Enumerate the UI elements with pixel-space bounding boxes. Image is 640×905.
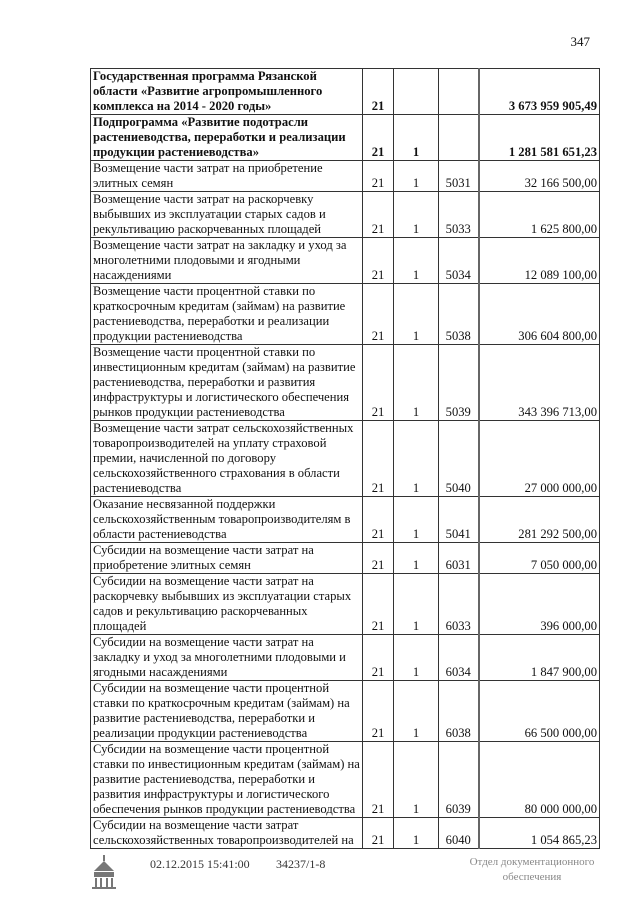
row-code-1: 21: [363, 681, 394, 742]
department-line-1: Отдел документационного: [469, 856, 595, 868]
row-amount: 1 281 581 651,23: [479, 115, 600, 161]
row-code-3: 5031: [439, 161, 479, 192]
row-amount: 396 000,00: [479, 574, 600, 635]
row-code-3: 6034: [439, 635, 479, 681]
row-code-1: 21: [363, 192, 394, 238]
row-code-1: 21: [363, 497, 394, 543]
row-code-3: [439, 115, 479, 161]
row-code-2: 1: [394, 345, 439, 421]
row-code-3: 6031: [439, 543, 479, 574]
row-code-2: 1: [394, 681, 439, 742]
emblem-icon: [92, 855, 116, 889]
row-amount: 66 500 000,00: [479, 681, 600, 742]
row-code-3: [439, 69, 479, 115]
table-row: [91, 161, 600, 192]
row-code-1: 21: [363, 421, 394, 497]
row-amount: 80 000 000,00: [479, 742, 600, 818]
table-row: [91, 345, 600, 421]
row-amount: 3 673 959 905,49: [479, 69, 600, 115]
row-amount: 281 292 500,00: [479, 497, 600, 543]
row-description: Субсидии на возмещение части процентной ставки по краткосрочным кредитам (займам) на развитие растениеводства, переработки и реализации продукции растениеводства: [91, 681, 363, 742]
row-code-1: 21: [363, 69, 394, 115]
row-code-1: 21: [363, 574, 394, 635]
row-description: Субсидии на возмещение части затрат сельскохозяйственных товаропроизводителей на: [91, 818, 363, 849]
table-row: [91, 681, 600, 742]
table-row: [91, 635, 600, 681]
table-row: [91, 238, 600, 284]
row-code-2: 1: [394, 742, 439, 818]
row-code-3: 6040: [439, 818, 479, 849]
row-description: Возмещение части затрат на раскорчевку выбывших из эксплуатации старых садов и рекультивацию раскорчеванных площадей: [91, 192, 363, 238]
table-row: [91, 421, 600, 497]
row-code-2: 1: [394, 192, 439, 238]
row-code-1: 21: [363, 543, 394, 574]
row-code-2: 1: [394, 284, 439, 345]
row-description: Возмещение части процентной ставки по инвестиционным кредитам (займам) на развитие растениеводства, переработки и развития инфраструктуры и логистического обеспечения рынков продукции растениеводства: [91, 345, 363, 421]
budget-table: [90, 68, 600, 849]
row-amount: 27 000 000,00: [479, 421, 600, 497]
row-code-1: 21: [363, 238, 394, 284]
table-row: [91, 284, 600, 345]
row-code-2: 1: [394, 115, 439, 161]
table-row: [91, 543, 600, 574]
row-description: Возмещение части процентной ставки по краткосрочным кредитам (займам) на развитие растениеводства, переработки и реализации продукции растениеводства: [91, 284, 363, 345]
row-amount: 306 604 800,00: [479, 284, 600, 345]
row-amount: 1 847 900,00: [479, 635, 600, 681]
table-row: [91, 115, 600, 161]
row-code-3: 5040: [439, 421, 479, 497]
row-code-2: 1: [394, 574, 439, 635]
row-description: Возмещение части затрат сельскохозяйственных товаропроизводителей на уплату страховой премии, начисленной по договору сельскохозяйственного страхования в области растениеводства: [91, 421, 363, 497]
table-row: [91, 497, 600, 543]
row-code-2: 1: [394, 421, 439, 497]
row-description: Государственная программа Рязанской области «Развитие агропромышленного комплекса на 2014 - 2020 годы»: [91, 69, 363, 115]
row-description: Субсидии на возмещение части затрат на закладку и уход за многолетними плодовыми и ягодными насаждениями: [91, 635, 363, 681]
row-code-2: [394, 69, 439, 115]
department-line-2: обеспечения: [502, 871, 562, 883]
row-code-1: 21: [363, 818, 394, 849]
row-code-2: 1: [394, 635, 439, 681]
row-code-3: 5041: [439, 497, 479, 543]
row-code-1: 21: [363, 345, 394, 421]
row-description: Оказание несвязанной поддержки сельскохозяйственным товаропроизводителям в области растениеводства: [91, 497, 363, 543]
row-code-3: 6038: [439, 681, 479, 742]
row-code-2: 1: [394, 161, 439, 192]
row-description: Возмещение части затрат на приобретение элитных семян: [91, 161, 363, 192]
row-code-1: 21: [363, 161, 394, 192]
row-description: Возмещение части затрат на закладку и уход за многолетними плодовыми и ягодными насаждениями: [91, 238, 363, 284]
row-code-3: 6033: [439, 574, 479, 635]
row-amount: 7 050 000,00: [479, 543, 600, 574]
row-amount: 1 054 865,23: [479, 818, 600, 849]
row-code-1: 21: [363, 742, 394, 818]
row-description: Субсидии на возмещение части затрат на приобретение элитных семян: [91, 543, 363, 574]
footer-doc-number: 34237/1-8: [276, 857, 326, 871]
row-code-3: 5033: [439, 192, 479, 238]
row-code-2: 1: [394, 818, 439, 849]
row-code-2: 1: [394, 497, 439, 543]
footer-department: [452, 855, 612, 885]
row-code-1: 21: [363, 115, 394, 161]
row-amount: 343 396 713,00: [479, 345, 600, 421]
row-amount: 32 166 500,00: [479, 161, 600, 192]
row-code-3: 5039: [439, 345, 479, 421]
row-code-1: 21: [363, 284, 394, 345]
row-description: Субсидии на возмещение части затрат на раскорчевку выбывших из эксплуатации старых садов и рекультивацию раскорчеванных площадей: [91, 574, 363, 635]
row-code-3: 5034: [439, 238, 479, 284]
table-row: [91, 574, 600, 635]
table-row: [91, 742, 600, 818]
row-amount: 1 625 800,00: [479, 192, 600, 238]
row-amount: 12 089 100,00: [479, 238, 600, 284]
row-code-3: 5038: [439, 284, 479, 345]
table-row: [91, 192, 600, 238]
row-code-2: 1: [394, 238, 439, 284]
row-description: Субсидии на возмещение части процентной ставки по инвестиционным кредитам (займам) на развитие растениеводства, переработки и развития инфраструктуры и логистического обеспечения рынков продукции растениеводства: [91, 742, 363, 818]
row-code-2: 1: [394, 543, 439, 574]
row-code-3: 6039: [439, 742, 479, 818]
row-code-1: 21: [363, 635, 394, 681]
footer-timestamp: 02.12.2015 15:41:00: [150, 857, 250, 871]
table-row: [91, 818, 600, 849]
page-number: 347: [570, 34, 590, 49]
table-row: [91, 69, 600, 115]
row-description: Подпрограмма «Развитие подотрасли растениеводства, переработки и реализации продукции растениеводства»: [91, 115, 363, 161]
